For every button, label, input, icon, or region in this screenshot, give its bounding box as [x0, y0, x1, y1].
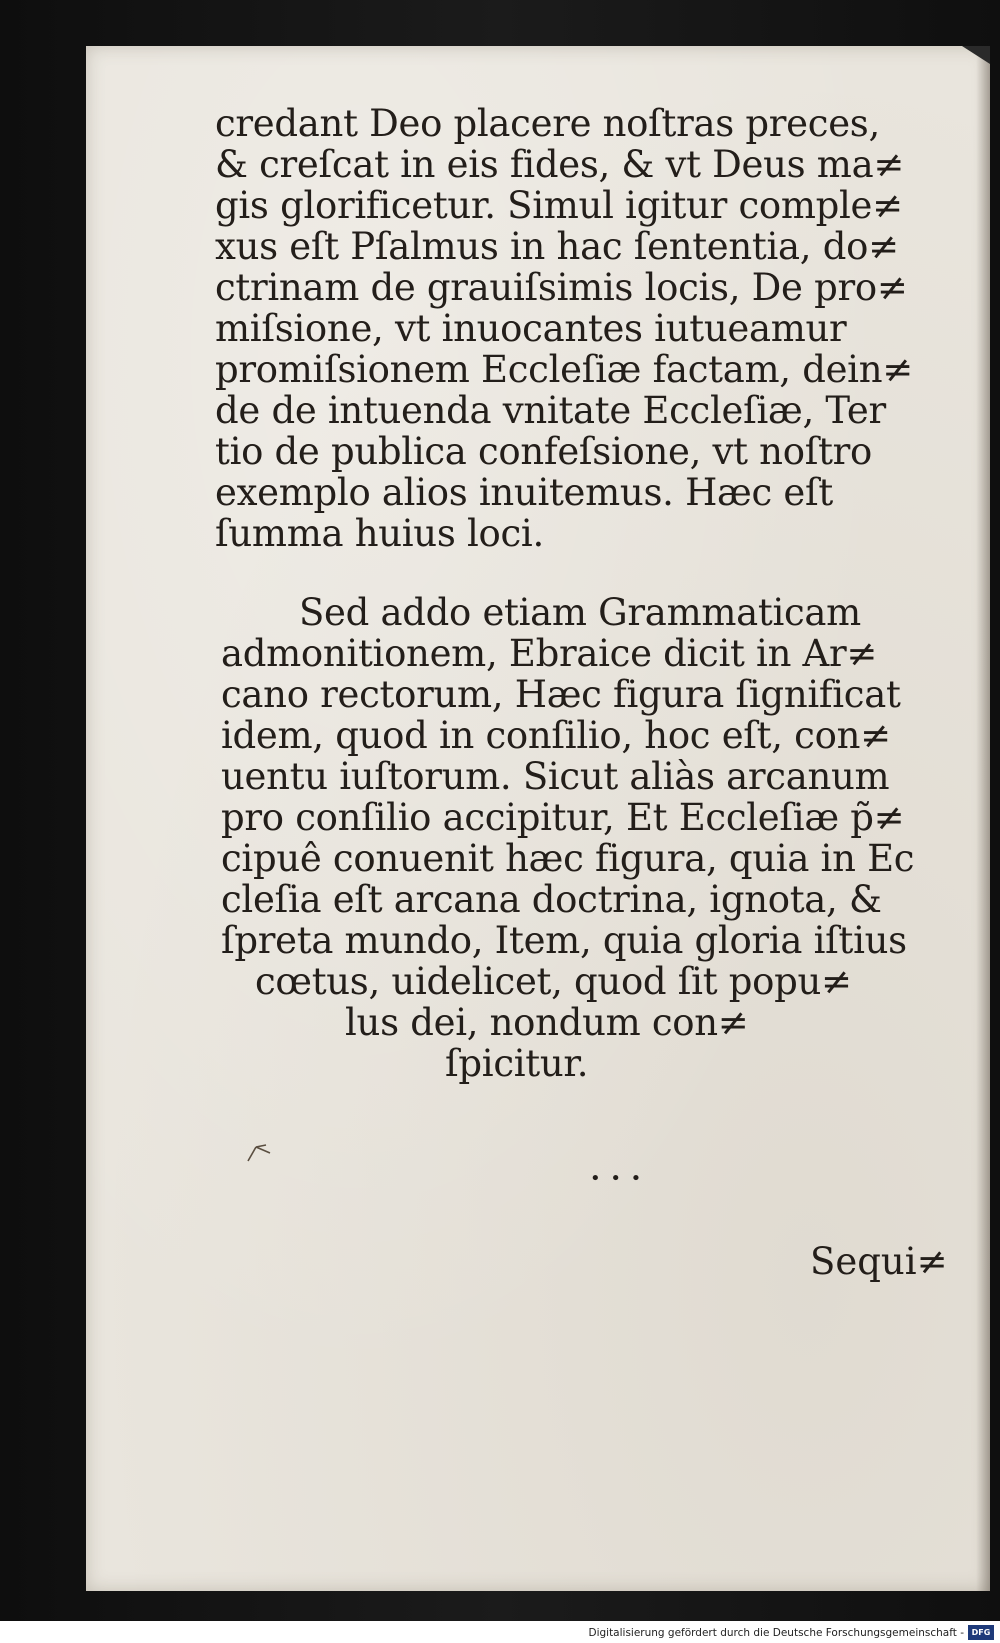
text-line: Sed addo etiam Grammaticam	[299, 591, 861, 634]
text-line: de de intuenda vnitate Eccleſiæ, Ter	[215, 389, 886, 432]
text-line: lus dei, nondum con≠	[345, 1001, 749, 1044]
text-line: credant Deo placere noſtras preces,	[215, 102, 880, 145]
text-line: tio de publica confeſsione, vt noſtro	[215, 430, 873, 473]
text-line: admonitionem, Ebraice dicit in Ar≠	[221, 632, 878, 675]
body-text	[215, 102, 915, 1085]
text-line: pro conſilio accipitur, Et Eccleſiæ p̃≠	[221, 796, 905, 839]
funding-note: Digitalisierung gefördert durch die Deutsche Forschungsgemeinschaft -	[588, 1627, 964, 1639]
text-line: exemplo alios inuitemus. Hæc eſt	[215, 471, 833, 514]
text-line: promiſsionem Eccleſiæ factam, dein≠	[215, 348, 913, 391]
text-line: cipuê conuenit hæc figura, quia in Ec	[221, 837, 915, 880]
text-line: miſsione, vt inuocantes iutueamur	[215, 307, 847, 350]
text-line: uentu iuſtorum. Sicut aliàs arcanum	[221, 755, 890, 798]
catchword: Sequi≠	[810, 1240, 948, 1283]
text-line: gis glorificetur. Simul igitur comple≠	[215, 184, 903, 227]
margin-mark-icon	[246, 1141, 274, 1163]
page-edge-shadow	[976, 46, 990, 1591]
text-line: idem, quod in conſilio, hoc eſt, con≠	[221, 714, 891, 757]
text-line: cleſia eſt arcana doctrina, ignota, &	[221, 878, 882, 921]
dfg-logo: DFG	[968, 1625, 994, 1640]
footer-bar	[0, 1621, 1000, 1643]
text-line: ctrinam de grauiſsimis locis, De pro≠	[215, 266, 908, 309]
text-line: cano rectorum, Hæc figura ſignificat	[221, 673, 901, 716]
text-line: cœtus, uidelicet, quod ſit popu≠	[255, 960, 852, 1003]
text-line: ſumma huius loci.	[215, 512, 544, 555]
ornament-dots: • • •	[590, 1168, 644, 1189]
paragraph-gap	[215, 554, 805, 592]
text-line: ſpicitur.	[445, 1042, 589, 1085]
text-line: xus eſt Pſalmus in hac ſententia, do≠	[215, 225, 899, 268]
text-line: & creſcat in eis fides, & vt Deus ma≠	[215, 143, 905, 186]
text-line: ſpreta mundo, Item, quia gloria iſtius	[221, 919, 907, 962]
